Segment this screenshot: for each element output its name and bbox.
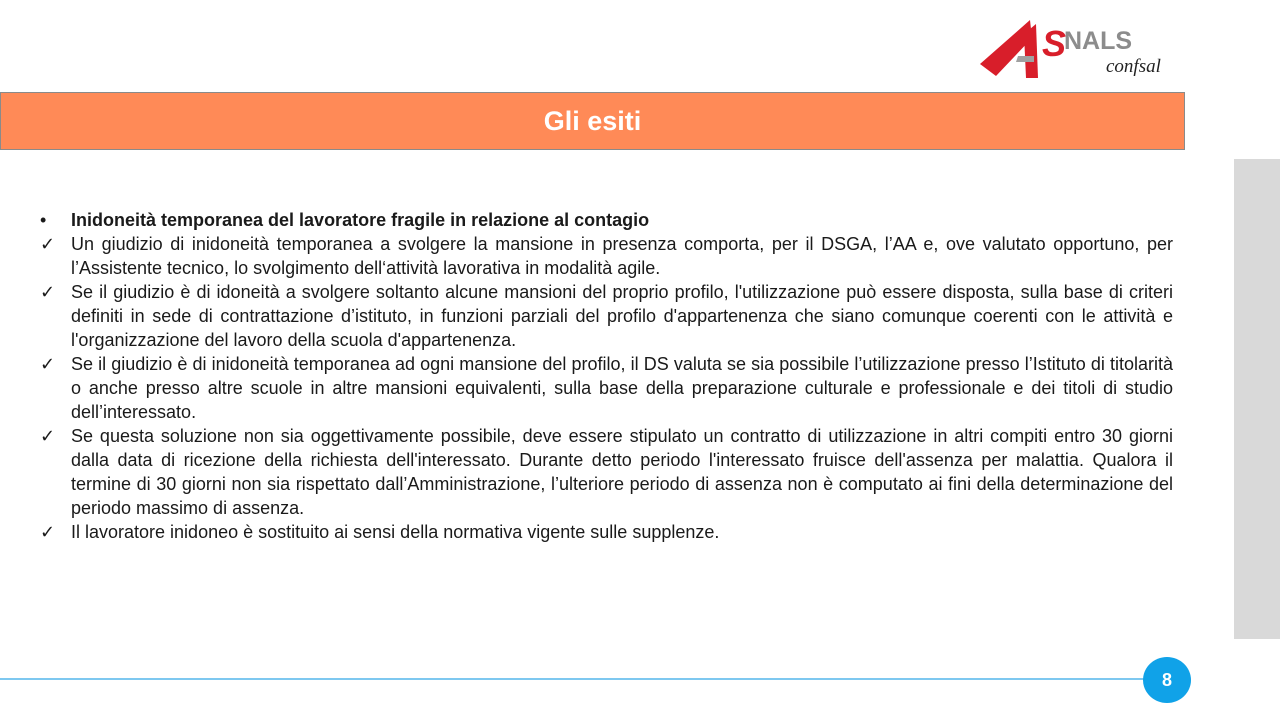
list-item-text: Se il giudizio è di idoneità a svolgere soltanto alcune mansioni del proprio profilo, l'utilizzazione può essere disposta, sulla base di criteri definiti in sede di contrattazione d’istituto, in funzioni parziali del profilo d'appartenenza che siano comunque coerenti con le attività e l'organizzazione del lavoro della scuola d'appartenenza. [71,282,1173,350]
page-number-badge: 8 [1143,657,1191,703]
list-item [40,208,1173,232]
check-icon: ✓ [40,426,56,446]
check-icon: ✓ [40,354,56,374]
check-icon: ✓ [40,234,56,254]
slide-title: Gli esiti [543,105,642,136]
list-item [40,232,1173,280]
bullet-marker: • [40,210,47,230]
bullet-list [40,208,1173,544]
title-bar [0,92,1185,150]
footer-divider [0,678,1150,680]
check-icon: ✓ [40,282,56,302]
logo-confsal-text: confsal [1106,56,1161,77]
list-item [40,520,1173,544]
list-item-text: Se il giudizio è di inidoneità temporanea ad ogni mansione del profilo, il DS valuta se sia possibile l’utilizzazione presso l’Istituto di titolarità o anche presso altre scuole in altre mansioni equivalenti, sulla base della preparazione culturale e professionale e dei titoli di studio dell’interessato. [71,354,1173,422]
logo-nals-text: NALS [1064,27,1133,55]
list-item-text: Il lavoratore inidoneo è sostituito ai sensi della normativa vigente sulle supplenze. [71,522,720,542]
side-panel [1234,159,1280,639]
list-item-text: Se questa soluzione non sia oggettivamente possibile, deve essere stipulato un contratto di utilizzazione in altri compiti entro 30 giorni dalla data di ricezione della richiesta dell'interessato. Durante detto periodo l'interessato fruisce dell'assenza per malattia. Qualora il termine di 30 giorni non sia rispettato dall’Amministrazione, l’ulteriore periodo di assenza non è computato ai fini della determinazione del periodo massimo di assenza. [71,426,1173,518]
list-item-text: Un giudizio di inidoneità temporanea a svolgere la mansione in presenza comporta, per il DSGA, l’AA e, ove valutato opportuno, per l’Assistente tecnico, lo svolgimento dell‘attività lavorativa in modalità agile. [71,234,1173,278]
list-item [40,352,1173,424]
logo-s-letter: S [1042,23,1067,64]
list-item-text: Inidoneità temporanea del lavoratore fragile in relazione al contagio [71,210,650,230]
list-item [40,280,1173,352]
snals-confsal-logo [978,16,1178,80]
list-item [40,424,1173,520]
check-icon: ✓ [40,522,56,542]
